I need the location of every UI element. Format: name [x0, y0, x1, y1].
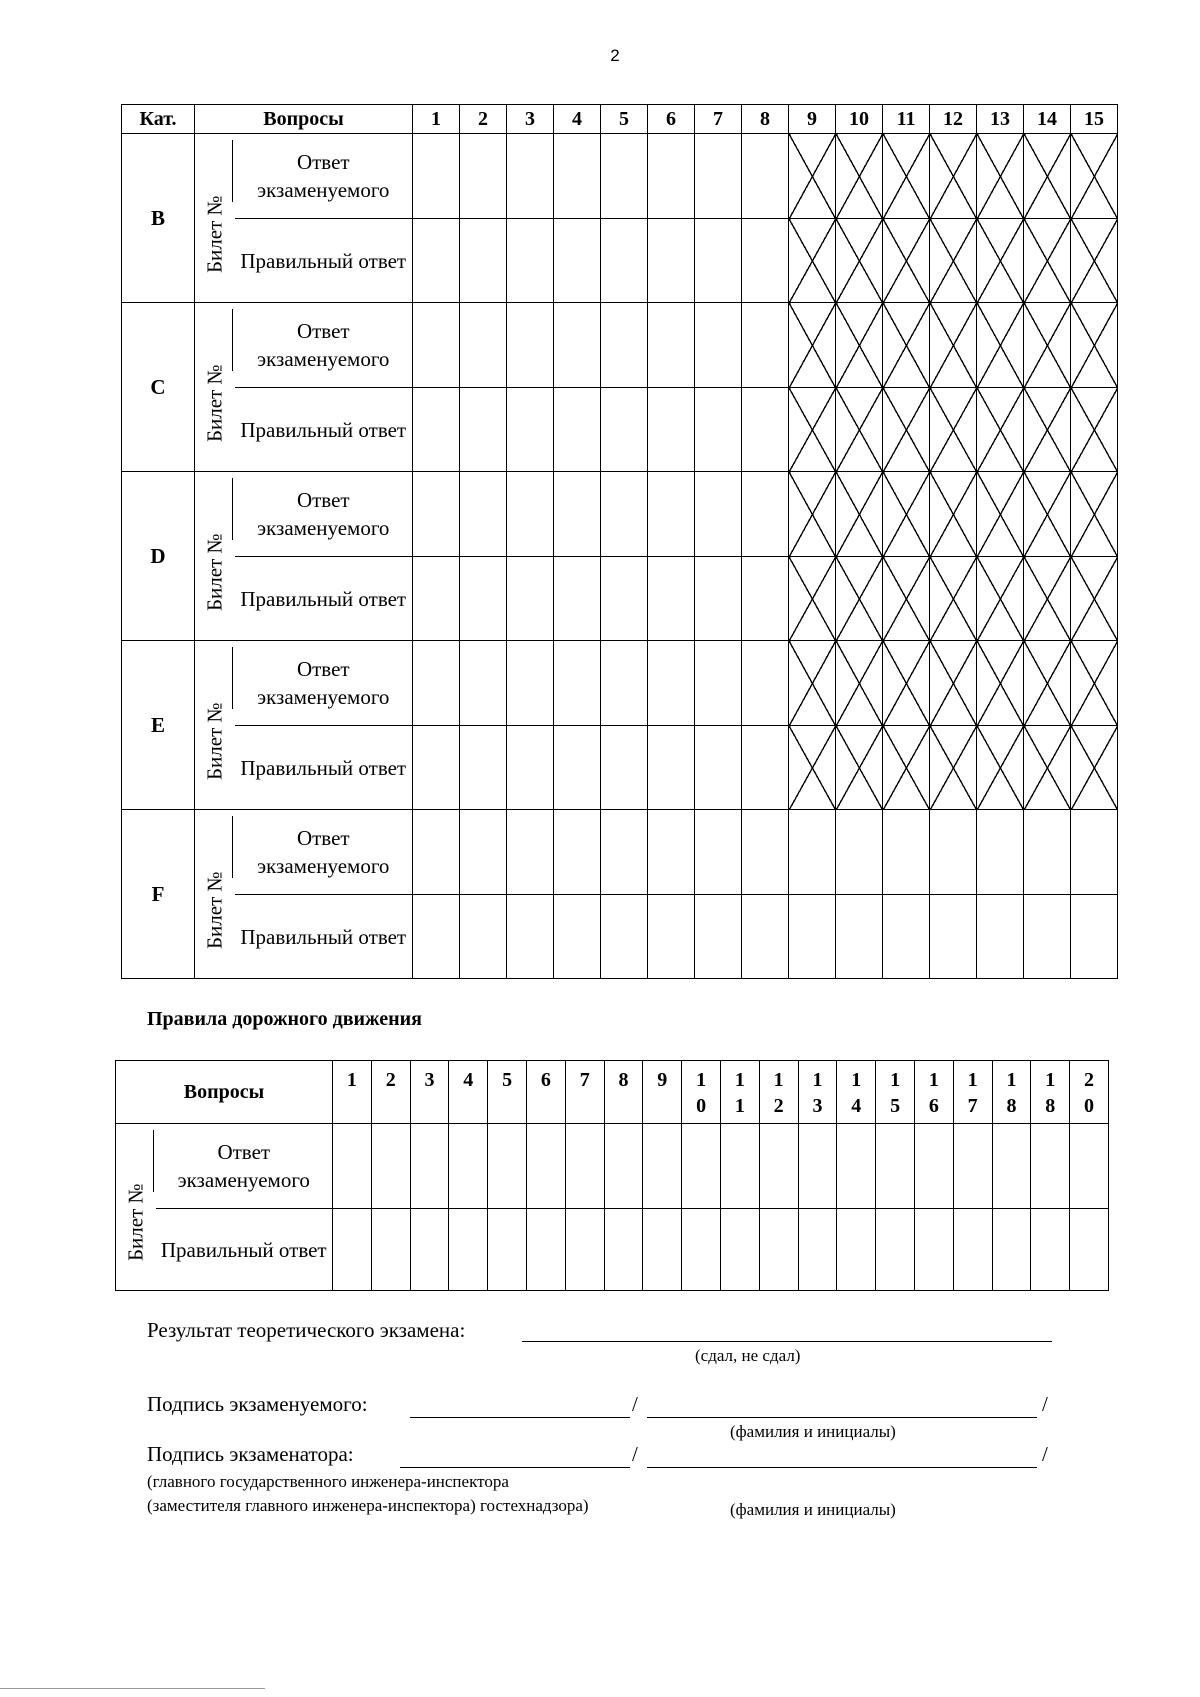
answer-cell[interactable]	[413, 810, 460, 895]
answer-cell[interactable]	[789, 810, 836, 895]
answer-cell[interactable]	[507, 134, 554, 219]
answer-cell[interactable]	[682, 1209, 721, 1291]
table-row	[122, 895, 1118, 979]
ticket-number-cell[interactable]	[116, 1124, 156, 1291]
answer-cell[interactable]	[601, 472, 648, 557]
question-number: 1 5	[876, 1061, 915, 1124]
examiner-slash: /	[632, 1442, 638, 1466]
answer-cell[interactable]	[410, 1124, 449, 1209]
crossed-cell	[1024, 219, 1071, 303]
table-row	[122, 810, 1118, 895]
answer-cell[interactable]	[720, 1124, 759, 1209]
crossed-cell	[1071, 726, 1118, 810]
examiner-note-line1: (главного государственного инженера-инспектора	[147, 1472, 509, 1491]
crossed-cell	[883, 726, 930, 810]
answer-cell[interactable]	[930, 895, 977, 979]
correct-answer-label: Правильный ответ	[235, 388, 413, 472]
answer-cell[interactable]	[601, 895, 648, 979]
question-number: 2	[460, 105, 507, 134]
table-row	[122, 472, 1118, 557]
crossed-cell	[836, 303, 883, 388]
ticket-number-cell[interactable]	[195, 472, 235, 641]
question-number: 12	[930, 105, 977, 134]
question-number: 7	[695, 105, 742, 134]
ticket-number-line	[232, 647, 233, 709]
crossed-cell	[789, 472, 836, 557]
answer-cell[interactable]	[449, 1209, 488, 1291]
answer-cell[interactable]	[410, 1209, 449, 1291]
answer-cell[interactable]	[413, 303, 460, 388]
answer-cell[interactable]	[836, 895, 883, 979]
ticket-label: Билет №	[202, 871, 227, 949]
question-number: 11	[883, 105, 930, 134]
crossed-cell	[1071, 303, 1118, 388]
page-number: 2	[610, 46, 620, 65]
category-label: F	[122, 810, 195, 979]
answer-cell[interactable]	[1070, 1209, 1109, 1291]
ticket-number-line	[153, 1130, 154, 1192]
result-field[interactable]	[522, 1341, 1052, 1342]
crossed-cell	[836, 388, 883, 472]
correct-answer-label: Правильный ответ	[235, 219, 413, 303]
answer-cell[interactable]	[759, 1209, 798, 1291]
question-number: 1 8	[1031, 1061, 1070, 1124]
table-row	[122, 557, 1118, 641]
crossed-cell	[836, 557, 883, 641]
question-number: 2 0	[1070, 1061, 1109, 1124]
crossed-cell	[1071, 219, 1118, 303]
answer-cell[interactable]	[460, 641, 507, 726]
answer-cell[interactable]	[601, 557, 648, 641]
ticket-label: Билет №	[202, 533, 227, 611]
answer-cell[interactable]	[648, 472, 695, 557]
ticket-number-cell[interactable]	[195, 303, 235, 472]
answer-cell[interactable]	[648, 641, 695, 726]
examiner-signature-label: Подпись экзаменатора:	[147, 1442, 354, 1466]
correct-answer-label: Правильный ответ	[235, 726, 413, 810]
answer-cell[interactable]	[554, 303, 601, 388]
answer-cell[interactable]	[554, 810, 601, 895]
answer-cell[interactable]	[695, 388, 742, 472]
questions-header: Вопросы	[116, 1061, 333, 1124]
answer-cell[interactable]	[554, 726, 601, 810]
answer-cell[interactable]	[914, 1209, 953, 1291]
crossed-cell	[789, 641, 836, 726]
answer-cell[interactable]	[554, 388, 601, 472]
answer-cell[interactable]	[333, 1124, 372, 1209]
answer-cell[interactable]	[742, 388, 789, 472]
answer-cell[interactable]	[789, 895, 836, 979]
correct-answer-label: Правильный ответ	[235, 895, 413, 979]
answer-cell[interactable]	[682, 1124, 721, 1209]
crossed-cell	[977, 388, 1024, 472]
answer-cell[interactable]	[507, 810, 554, 895]
question-number: 1 0	[682, 1061, 721, 1124]
answer-cell[interactable]	[604, 1124, 643, 1209]
question-number: 14	[1024, 105, 1071, 134]
category-label: D	[122, 472, 195, 641]
answer-cell[interactable]	[488, 1124, 527, 1209]
crossed-cell	[1071, 472, 1118, 557]
ticket-label: Билет №	[123, 1183, 148, 1261]
answer-cell[interactable]	[1070, 1124, 1109, 1209]
crossed-cell	[789, 388, 836, 472]
answer-cell[interactable]	[413, 134, 460, 219]
answer-cell[interactable]	[601, 641, 648, 726]
answer-cell[interactable]	[977, 895, 1024, 979]
answer-cell[interactable]	[507, 388, 554, 472]
questions-header: Вопросы	[195, 105, 413, 134]
question-number: 15	[1071, 105, 1118, 134]
answer-cell[interactable]	[460, 895, 507, 979]
answer-cell[interactable]	[507, 219, 554, 303]
question-number: 3	[507, 105, 554, 134]
answer-cell[interactable]	[460, 472, 507, 557]
ticket-label: Билет №	[202, 195, 227, 273]
table-row	[122, 641, 1118, 726]
crossed-cell	[930, 303, 977, 388]
answer-cell[interactable]	[460, 810, 507, 895]
ticket-label: Билет №	[202, 364, 227, 442]
question-number: 6	[527, 1061, 566, 1124]
crossed-cell	[836, 472, 883, 557]
answer-cell[interactable]	[1031, 1209, 1070, 1291]
answer-cell[interactable]	[643, 1124, 682, 1209]
answer-cell[interactable]	[759, 1124, 798, 1209]
crossed-cell	[930, 388, 977, 472]
answer-cell[interactable]	[643, 1209, 682, 1291]
answer-cell[interactable]	[695, 557, 742, 641]
answer-cell[interactable]	[413, 641, 460, 726]
answer-cell[interactable]	[507, 726, 554, 810]
crossed-cell	[883, 557, 930, 641]
crossed-cell	[1024, 726, 1071, 810]
answer-cell[interactable]	[648, 134, 695, 219]
crossed-cell	[977, 726, 1024, 810]
question-number: 1 4	[837, 1061, 876, 1124]
answer-cell[interactable]	[413, 557, 460, 641]
answer-cell[interactable]	[1071, 810, 1118, 895]
answer-cell[interactable]	[507, 641, 554, 726]
crossed-cell	[977, 303, 1024, 388]
crossed-cell	[883, 134, 930, 219]
crossed-cell	[1024, 557, 1071, 641]
crossed-cell	[883, 472, 930, 557]
crossed-cell	[836, 219, 883, 303]
category-label: C	[122, 303, 195, 472]
answer-cell[interactable]	[460, 388, 507, 472]
answer-cell[interactable]	[720, 1209, 759, 1291]
answer-cell[interactable]	[460, 726, 507, 810]
answer-cell[interactable]	[601, 303, 648, 388]
answer-cell[interactable]	[742, 557, 789, 641]
answer-cell[interactable]	[648, 388, 695, 472]
answer-cell[interactable]	[601, 726, 648, 810]
answer-cell[interactable]	[507, 303, 554, 388]
question-number: 13	[977, 105, 1024, 134]
ticket-number-line	[232, 309, 233, 371]
table-header-row	[116, 1061, 1109, 1124]
table-header-row	[122, 105, 1118, 134]
answer-cell[interactable]	[695, 219, 742, 303]
answer-cell[interactable]	[742, 895, 789, 979]
answer-cell[interactable]	[460, 134, 507, 219]
question-number: 6	[648, 105, 695, 134]
examinee-signature-field[interactable]	[410, 1417, 630, 1418]
crossed-cell	[930, 134, 977, 219]
examinee-name-field[interactable]	[647, 1417, 1037, 1418]
answer-cell[interactable]	[742, 472, 789, 557]
table-row	[116, 1209, 1109, 1291]
answer-cell[interactable]	[742, 134, 789, 219]
answer-cell[interactable]	[837, 1124, 876, 1209]
crossed-cell	[789, 219, 836, 303]
crossed-cell	[883, 388, 930, 472]
question-number: 4	[554, 105, 601, 134]
ticket-number-line	[232, 816, 233, 878]
crossed-cell	[930, 219, 977, 303]
question-number: 1 3	[798, 1061, 837, 1124]
crossed-cell	[977, 641, 1024, 726]
table-row	[116, 1124, 1109, 1209]
answer-cell[interactable]	[992, 1209, 1031, 1291]
crossed-cell	[883, 641, 930, 726]
result-label: Результат теоретического экзамена:	[147, 1318, 466, 1342]
crossed-cell	[1071, 388, 1118, 472]
question-number: 10	[836, 105, 883, 134]
question-number: 1 6	[914, 1061, 953, 1124]
crossed-cell	[977, 557, 1024, 641]
examiner-signature-field[interactable]	[400, 1467, 630, 1468]
answer-cell[interactable]	[648, 810, 695, 895]
answer-cell[interactable]	[565, 1124, 604, 1209]
answer-cell[interactable]	[371, 1209, 410, 1291]
answer-cell[interactable]	[371, 1124, 410, 1209]
answer-cell[interactable]	[742, 726, 789, 810]
crossed-cell	[930, 472, 977, 557]
table-row	[122, 134, 1118, 219]
table-row	[122, 219, 1118, 303]
category-label: B	[122, 134, 195, 303]
answer-cell[interactable]	[488, 1209, 527, 1291]
answer-cell[interactable]	[742, 303, 789, 388]
ticket-number-cell[interactable]	[195, 134, 235, 303]
answer-cell[interactable]	[695, 726, 742, 810]
answer-cell[interactable]	[648, 219, 695, 303]
ticket-label: Билет №	[202, 702, 227, 780]
answer-cell[interactable]	[648, 303, 695, 388]
answer-cell[interactable]	[565, 1209, 604, 1291]
question-number: 2	[371, 1061, 410, 1124]
examinee-slash-end: /	[1042, 1392, 1048, 1416]
answer-cell[interactable]	[953, 1209, 992, 1291]
ticket-number-cell[interactable]	[195, 641, 235, 810]
answer-cell[interactable]	[1031, 1124, 1070, 1209]
answer-cell[interactable]	[460, 219, 507, 303]
question-number: 9	[643, 1061, 682, 1124]
answer-cell[interactable]	[992, 1124, 1031, 1209]
crossed-cell	[977, 134, 1024, 219]
crossed-cell	[789, 303, 836, 388]
question-number: 1	[333, 1061, 372, 1124]
answer-cell[interactable]	[554, 895, 601, 979]
category-label: E	[122, 641, 195, 810]
question-number: 1 7	[953, 1061, 992, 1124]
crossed-cell	[1024, 641, 1071, 726]
crossed-cell	[1071, 557, 1118, 641]
answer-cell[interactable]	[836, 810, 883, 895]
ticket-number-line	[232, 478, 233, 540]
examinee-answer-label: Ответ экзаменуемого	[235, 303, 413, 388]
examinee-name-hint: (фамилия и инициалы)	[730, 1422, 896, 1441]
answer-cell[interactable]	[930, 810, 977, 895]
crossed-cell	[836, 134, 883, 219]
crossed-cell	[789, 557, 836, 641]
answer-cell[interactable]	[507, 472, 554, 557]
question-number: 3	[410, 1061, 449, 1124]
answer-cell[interactable]	[798, 1209, 837, 1291]
crossed-cell	[1024, 303, 1071, 388]
answer-cell[interactable]	[601, 134, 648, 219]
answer-cell[interactable]	[604, 1209, 643, 1291]
crossed-cell	[836, 641, 883, 726]
answer-cell[interactable]	[695, 895, 742, 979]
category-header: Кат.	[122, 105, 195, 134]
answer-cell[interactable]	[837, 1209, 876, 1291]
exam-answers-table	[121, 104, 1118, 979]
answer-cell[interactable]	[554, 219, 601, 303]
answer-cell[interactable]	[554, 134, 601, 219]
answer-cell[interactable]	[601, 810, 648, 895]
answer-cell[interactable]	[695, 303, 742, 388]
crossed-cell	[836, 726, 883, 810]
crossed-cell	[977, 219, 1024, 303]
answer-cell[interactable]	[1071, 895, 1118, 979]
crossed-cell	[930, 557, 977, 641]
answer-cell[interactable]	[554, 557, 601, 641]
answer-cell[interactable]	[742, 219, 789, 303]
answer-cell[interactable]	[953, 1124, 992, 1209]
examiner-name-field[interactable]	[647, 1467, 1037, 1468]
answer-cell[interactable]	[527, 1209, 566, 1291]
examinee-answer-label: Ответ экзаменуемого	[235, 641, 413, 726]
crossed-cell	[883, 303, 930, 388]
examinee-answer-label: Ответ экзаменуемого	[235, 472, 413, 557]
crossed-cell	[930, 641, 977, 726]
answer-cell[interactable]	[695, 134, 742, 219]
answer-cell[interactable]	[413, 726, 460, 810]
question-number: 5	[488, 1061, 527, 1124]
answer-cell[interactable]	[554, 641, 601, 726]
examinee-signature-label: Подпись экзаменуемого:	[147, 1392, 368, 1416]
crossed-cell	[977, 472, 1024, 557]
traffic-rules-table	[115, 1060, 1109, 1291]
answer-cell[interactable]	[742, 810, 789, 895]
correct-answer-label: Правильный ответ	[235, 557, 413, 641]
question-number: 8	[604, 1061, 643, 1124]
examiner-note-line2: (заместителя главного инженера-инспектора) гостехнадзора)	[147, 1496, 589, 1515]
answer-cell[interactable]	[876, 1124, 915, 1209]
answer-cell[interactable]	[601, 219, 648, 303]
table-row	[122, 388, 1118, 472]
crossed-cell	[789, 726, 836, 810]
answer-cell[interactable]	[460, 303, 507, 388]
question-number: 5	[601, 105, 648, 134]
answer-cell[interactable]	[413, 219, 460, 303]
section-title: Правила дорожного движения	[147, 1008, 422, 1030]
ticket-number-line	[232, 140, 233, 202]
question-number: 4	[449, 1061, 488, 1124]
answer-cell[interactable]	[695, 810, 742, 895]
crossed-cell	[1024, 472, 1071, 557]
answer-cell[interactable]	[798, 1124, 837, 1209]
examiner-slash-end: /	[1042, 1442, 1048, 1466]
answer-cell[interactable]	[554, 472, 601, 557]
answer-cell[interactable]	[883, 810, 930, 895]
answer-cell[interactable]	[648, 557, 695, 641]
answer-cell[interactable]	[695, 641, 742, 726]
question-number: 8	[742, 105, 789, 134]
answer-cell[interactable]	[648, 726, 695, 810]
ticket-number-cell[interactable]	[195, 810, 235, 979]
answer-cell[interactable]	[876, 1209, 915, 1291]
crossed-cell	[883, 219, 930, 303]
examiner-name-hint: (фамилия и инициалы)	[730, 1500, 896, 1519]
table-row	[122, 303, 1118, 388]
answer-cell[interactable]	[695, 472, 742, 557]
answer-cell[interactable]	[333, 1209, 372, 1291]
question-number: 7	[565, 1061, 604, 1124]
answer-cell[interactable]	[648, 895, 695, 979]
examinee-answer-label: Ответ экзаменуемого	[156, 1124, 333, 1209]
answer-cell[interactable]	[460, 557, 507, 641]
examinee-slash: /	[632, 1392, 638, 1416]
answer-cell[interactable]	[507, 895, 554, 979]
question-number: 1 1	[720, 1061, 759, 1124]
result-hint: (сдал, не сдал)	[695, 1346, 801, 1365]
answer-cell[interactable]	[914, 1124, 953, 1209]
answer-cell[interactable]	[413, 472, 460, 557]
correct-answer-label: Правильный ответ	[156, 1209, 333, 1291]
crossed-cell	[930, 726, 977, 810]
answer-cell[interactable]	[883, 895, 930, 979]
crossed-cell	[1071, 641, 1118, 726]
answer-cell[interactable]	[527, 1124, 566, 1209]
question-number: 9	[789, 105, 836, 134]
question-number: 1 2	[759, 1061, 798, 1124]
answer-cell[interactable]	[507, 557, 554, 641]
crossed-cell	[1024, 388, 1071, 472]
answer-cell[interactable]	[413, 388, 460, 472]
examinee-answer-label: Ответ экзаменуемого	[235, 810, 413, 895]
answer-cell[interactable]	[1024, 895, 1071, 979]
answer-cell[interactable]	[449, 1124, 488, 1209]
answer-cell[interactable]	[977, 810, 1024, 895]
question-number: 1 8	[992, 1061, 1031, 1124]
answer-cell[interactable]	[742, 641, 789, 726]
crossed-cell	[1024, 134, 1071, 219]
crossed-cell	[789, 134, 836, 219]
answer-cell[interactable]	[1024, 810, 1071, 895]
table-row	[122, 726, 1118, 810]
answer-cell[interactable]	[413, 895, 460, 979]
question-number: 1	[413, 105, 460, 134]
answer-cell[interactable]	[601, 388, 648, 472]
examinee-answer-label: Ответ экзаменуемого	[235, 134, 413, 219]
footer-divider	[0, 1688, 265, 1689]
crossed-cell	[1071, 134, 1118, 219]
